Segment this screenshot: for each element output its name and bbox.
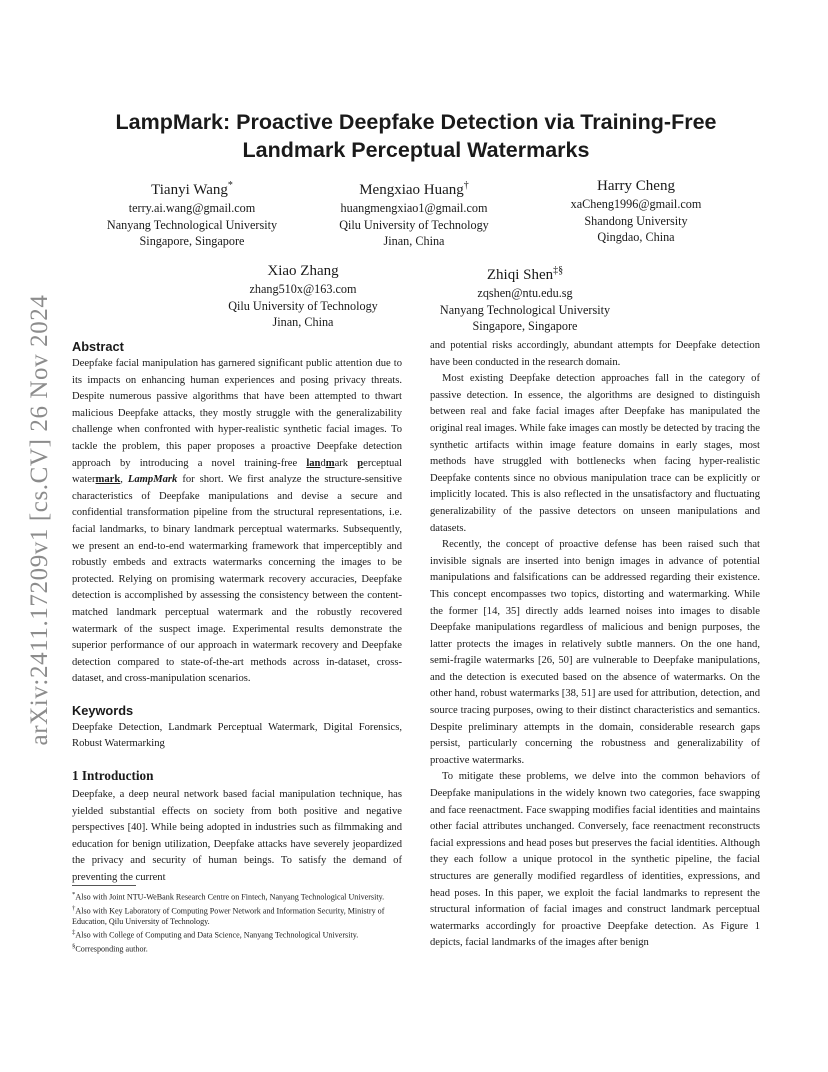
author-location: Qingdao, China <box>597 230 675 245</box>
footnotes <box>72 885 404 955</box>
author-name: Tianyi Wang <box>151 182 228 198</box>
footnote-rule <box>72 885 136 886</box>
author-name: Zhiqi Shen <box>486 267 554 283</box>
arxiv-stamp <box>20 285 60 755</box>
footnote: *Also with Joint NTU-WeBank Research Centre on Fintech, Nanyang Technological University. <box>72 891 385 902</box>
author-location: Singapore, Singapore <box>472 319 578 334</box>
abstract-heading: Abstract <box>72 339 124 354</box>
title-line-2: Landmark Perceptual Watermarks <box>242 138 590 162</box>
author-mark: ‡§ <box>553 265 564 276</box>
author-email: xaCheng1996@gmail.com <box>570 197 702 211</box>
author-block <box>72 176 312 250</box>
paper-title <box>72 108 760 164</box>
keywords-text: Deepfake Detection, Landmark Perceptual Watermark, Digital Forensics, Robust Watermarking <box>72 721 402 750</box>
arxiv-stamp-text: arXiv:2411.17209v1 [cs.CV] 26 Nov 2024 <box>26 294 53 746</box>
author-name: Xiao Zhang <box>267 263 339 279</box>
intro-paragraph: Deepfake, a deep neural network based facial manipulation technique, has yielded substantial effects on society from both positive and negative perspectives [40]. While being adopted in industries such as filmmaking and education for benign utilization, Deepfake attacks have severely jeopardized the privacy and security of human beings. To satisfy the demand of preventing the current <box>72 789 402 884</box>
section-heading-introduction: 1 Introduction <box>72 768 154 784</box>
author-block <box>183 261 423 331</box>
author-affiliation: Shandong University <box>584 213 688 228</box>
footnote: †Also with Key Laboratory of Computing Power Network and Information Security, Ministry of Education, Qilu University of Technology. <box>72 904 385 927</box>
body-paragraph: and potential risks accordingly, abundant attempts for Deepfake detection have been conducted in the research domain. <box>430 340 760 368</box>
author-email: zhang510x@163.com <box>249 282 357 296</box>
body-paragraph: To mitigate these problems, we delve into the common behaviors of Deepfake manipulations in the widely known two categories, face swapping and face reenactment. Face swapping modifies facial identities and maintains other facial attributes unchanged. Conversely, face reenactment reconstructs facial expressions and head poses but preserves the facial identities. Although they each follow a unique protocol in the synthetic pipeline, the facial structures are generally modified regardless of identities, expressions, and head poses. In this paper, we exploit the facial landmarks to represent the structural information of facial images and construct landmark perceptual watermarks accordingly for proactive Deepfake detection. As Figure 1 depicts, facial landmarks of the images after benign <box>430 771 760 949</box>
author-location: Jinan, China <box>272 315 334 330</box>
author-name: Harry Cheng <box>597 178 675 194</box>
author-affiliation: Nanyang Technological University <box>439 302 611 317</box>
keywords-heading: Keywords <box>72 702 134 718</box>
abstract-text: Deepfake facial manipulation has garnered significant public attention due to its impacts on enhancing human experiences and posing privacy threats. Despite numerous passive algorithms that have been attempted to thwart malicious Deepfake attacks, they mostly struggle with the generalizability challenge when confronted with hyper-realistic synthetic facial images. To tackle the problem, this paper proposes a proactive Deepfake detection approach by introducing a novel training-free landmark perceptual watermark, LampMark for short. We first analyze the structure-sensitive characteristics of Deepfake manipulations and devise a secure and confidential transformation pipeline from the structural representations, i.e. facial landmarks, to binary landmark perceptual watermarks. Subsequently, we present an end-to-end watermarking framework that imperceptibly and robustly embeds and extracts watermarks concerning the images to be protected. Relying on promising watermark recovery accuracies, Deepfake detection is accomplished by assessing the consistency between the content-matched landmark perceptual watermark and the robustly recovered watermark of the suspect image. Experimental results demonstrate the superior performance of our approach in watermark recovery and Deepfake detection compared to state-of-the-art methods across in-dataset, cross-dataset, and cross-manipulation scenarios. <box>72 358 403 685</box>
body-paragraph: Most existing Deepfake detection approaches fall in the category of passive detection. In essence, the algorithms are designed to distinguish between real and fake facial images after Deepfake has manipulated the original real images. While fake images can mostly be detected by tracing the synthetic artifacts within image feature domains in early stages, most methods have struggled with bottlenecks when facing hyper-realistic Deepfake contents since no obvious manipulation trace can be explicitly or implicitly located. This is also reflected in the unsatisfactory and fluctuating generalizability of the passive detectors on unseen manipulations and datasets. <box>430 373 760 534</box>
author-location: Jinan, China <box>383 234 445 249</box>
author-email: zqshen@ntu.edu.sg <box>477 286 573 300</box>
author-affiliation: Qilu University of Technology <box>228 298 378 313</box>
author-mark: † <box>463 180 469 191</box>
author-email: terry.ai.wang@gmail.com <box>128 201 256 215</box>
author-name: Mengxiao Huang <box>359 182 464 198</box>
body-paragraph: Recently, the concept of proactive defense has been raised such that invisible signals are inserted into benign images in advance of potential manipulations and falsifications can be addressed regarding their existence. This concept encompasses two topics, distorting and watermarking. While the former [14, 35] directly adds learned noises into images to disable Deepfake manipulations regardless of malicious and benign purposes, the latter protects the images in relatively subtle manners. On the one hand, semi-fragile watermarks [26, 50] are vulnerable to Deepfake manipulations, and the detection is executed based on the absence of watermarks. On the other hand, robust watermarks [38, 51] are used for attribution, detection, and source tracing purposes, owing to their distinct characteristics and semantics. Despite preliminary attempts in the domain, considerable research gaps persist, particularly concerning the robustness and generalizability of proactive watermarks. <box>430 539 760 766</box>
right-column <box>430 338 760 952</box>
author-block <box>516 176 756 246</box>
author-block <box>405 261 645 335</box>
footnote: ‡Also with College of Computing and Data Science, Nanyang Technological University. <box>72 929 359 941</box>
author-location: Singapore, Singapore <box>139 234 245 249</box>
author-block <box>294 176 534 250</box>
footnote: §Corresponding author. <box>72 943 148 954</box>
left-column <box>72 338 402 887</box>
author-affiliation: Qilu University of Technology <box>339 217 489 232</box>
author-affiliation: Nanyang Technological University <box>106 217 278 232</box>
lampmark-term: LampMark <box>127 474 178 486</box>
author-email: huangmengxiao1@gmail.com <box>340 201 488 215</box>
title-line-1: LampMark: Proactive Deepfake Detection via Training-Free <box>115 110 717 134</box>
author-mark: * <box>227 180 233 191</box>
